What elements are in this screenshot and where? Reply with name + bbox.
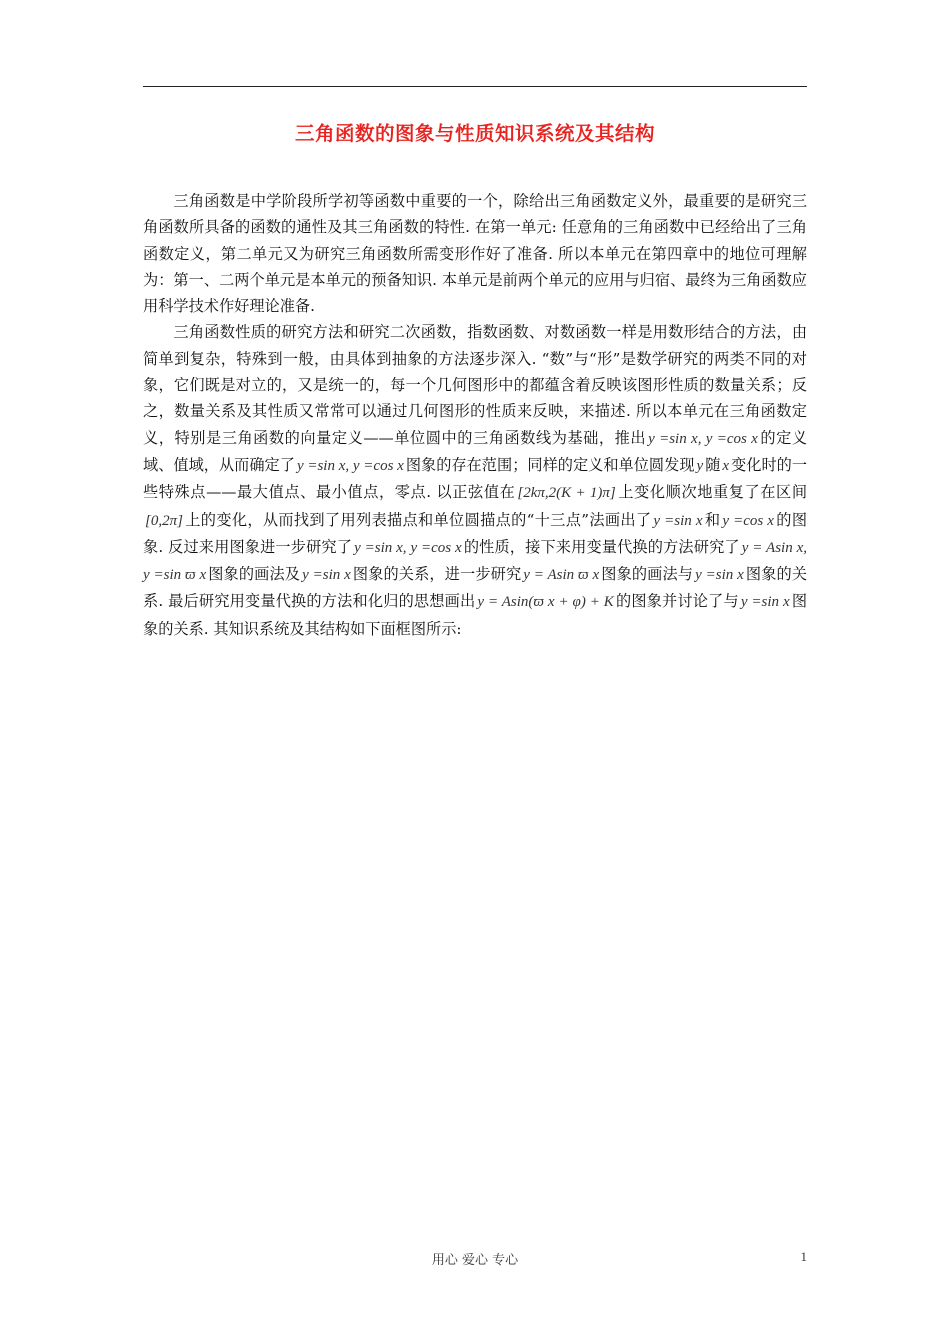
inline-formula: y =sin x, y =cos x	[296, 457, 404, 474]
inline-formula: x	[722, 457, 730, 474]
paragraph-text: 的图象并讨论了与	[615, 592, 739, 611]
paragraph-text: 上的变化，从而找到了用列表描点和单位圆描点的“十三点”法画出了	[184, 510, 652, 529]
paragraph-text: 图象的存在范围；同样的定义和单位圆发现	[405, 455, 695, 474]
inline-formula: y =sin x	[302, 567, 351, 584]
paragraph-text: 图象的关系，进一步研究	[352, 565, 522, 584]
inline-formula: y =sin x	[695, 567, 744, 584]
inline-formula: y =sin x, y =cos x	[354, 539, 462, 556]
inline-formula: y = Asin x, y =sin ϖ x	[143, 539, 808, 584]
inline-formula: y =sin x, y =cos x	[648, 430, 758, 447]
inline-formula: y =sin x	[653, 512, 703, 529]
document-title: 三角函数的图象与性质知识系统及其结构	[294, 122, 655, 145]
paragraph-text: 和	[704, 510, 721, 529]
paragraph	[143, 188, 807, 319]
inline-formula: y = Asin ϖ x	[523, 567, 600, 584]
document-body	[143, 188, 807, 642]
inline-formula: y =cos x	[722, 512, 774, 529]
inline-formula: [0,2π]	[145, 512, 183, 529]
inline-formula: y	[696, 457, 704, 474]
paragraph-text: 变化时的一些特殊点——最大值点、最小值点，零点. 以正弦值在	[143, 455, 808, 502]
paragraph-text: 图象的关系. 最后研究用变量代换的方法和化归的思想画出	[143, 565, 808, 611]
inline-formula: y = Asin(ϖ x + φ) + K	[477, 594, 614, 611]
paragraph-text: 图象的关系. 其知识系统及其结构如下面框图所示:	[143, 592, 807, 638]
paragraph-text: 三角函数性质的研究方法和研究二次函数，指数函数、对数函数一样是用数形结合的方法，由简单到复杂，特殊到一般，由具体到抽象的方法逐步深入. “数”与“形”是数学研究的两类不同的对象，它们既是对立的，又是统一的，每一个几何图形中的都蕴含着反映该图形性质的数量关系；反之，数量关系及其性质又常常可以通过几何图形的性质来反映，来描述. 所以本单元在三角函数定义，特别是三角函数的向量定义——单位圆中的三角函数线为基础，推出	[143, 323, 807, 447]
header-rule	[143, 86, 807, 87]
paragraph-text: 的性质，接下来用变量代换的方法研究了	[463, 537, 740, 556]
page-number: 1	[800, 1249, 807, 1264]
footer-motto: 用心 爱心 专心	[431, 1253, 519, 1268]
paragraph-text: 图象的画法与	[601, 565, 694, 584]
inline-formula: [2kπ,2(K + 1)π]	[517, 485, 616, 502]
inline-formula: y =sin x	[740, 594, 790, 611]
paragraph-text: 三角函数是中学阶段所学初等函数中重要的一个，除给出三角函数定义外，最重要的是研究三角函数所具备的函数的通性及其三角函数的特性. 在第一单元: 任意角的三角函数中已经给出了三角函数定义，第二单元又为研究三角函数所需变形作好了准备. 所以本单元在第四章中的地位可理解为：第一、二两个单元是本单元的预备知识. 本单元是前两个单元的应用与归宿、最终为三角函数应用科学技术作好理论准备.	[143, 192, 807, 316]
paragraph-text: 的图象. 反过来用图象进一步研究了	[143, 510, 807, 556]
paragraph-text: 的定义域、值域，从而确定了	[143, 428, 808, 474]
paragraph-text: 上变化顺次地重复了在区间	[617, 483, 808, 502]
paragraph-text: 随	[705, 455, 721, 474]
paragraph	[143, 319, 807, 642]
paragraph-text: 图象的画法及	[208, 565, 301, 584]
